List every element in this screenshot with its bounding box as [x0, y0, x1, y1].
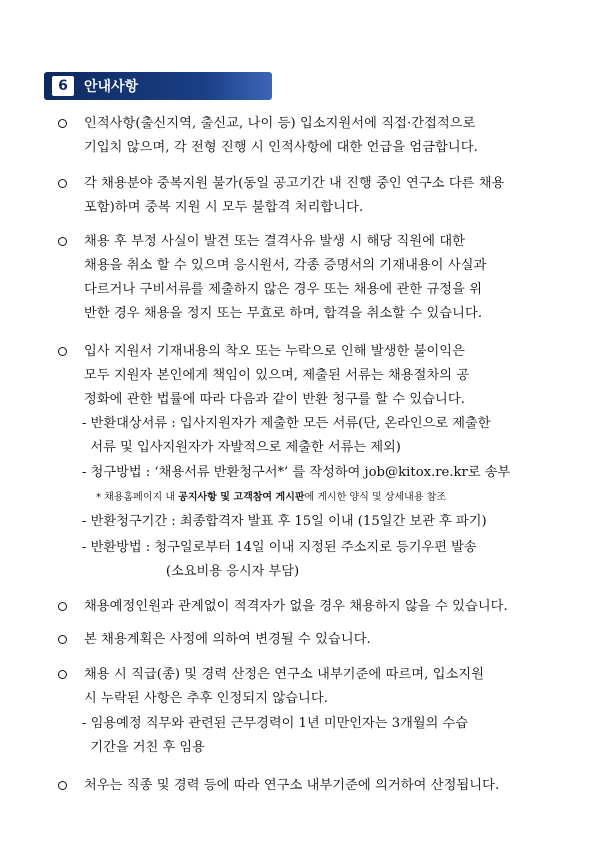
notice-item: [58, 340, 562, 412]
detail-line: - 반환대상서류 : 입사지원자가 제출한 모든 서류(단, 온라인으로 제출한: [82, 416, 491, 431]
notice-item: [58, 112, 562, 160]
notice-line: 각 채용분야 중복지원 불가(동일 공고기간 내 진행 중인 연구소 다른 채용: [84, 176, 505, 191]
detail-line: 기간을 거친 후 임용: [82, 740, 205, 755]
notice-item: [58, 774, 562, 798]
notice-item: [58, 663, 562, 711]
notice-line: 채용예정인원과 관계없이 적격자가 없을 경우 채용하지 않을 수 있습니다.: [84, 599, 508, 614]
notice-line: 정화에 관한 법률에 따라 다음과 같이 반환 청구를 할 수 있습니다.: [84, 392, 466, 407]
detail-line: (소요비용 응시자 부담): [82, 564, 300, 579]
notice-line: 반한 경우 채용을 정지 또는 무효로 하며, 합격을 취소할 수 있습니다.: [84, 306, 483, 321]
footnote-prefix: * 채용홈페이지 내: [96, 492, 179, 503]
return-detail: [82, 536, 562, 584]
notice-line: 채용 시 직급(종) 및 경력 산정은 연구소 내부기준에 따르며, 입소지원: [84, 667, 485, 682]
notice-line: 채용을 취소 할 수 있으며 응시원서, 각종 증명서의 기재내용이 사실과: [84, 258, 487, 273]
detail-line: - 반환청구기간 : 최종합격자 발표 후 15일 이내 (15일간 보관 후 파기): [82, 514, 487, 529]
section-title: 안내사항: [84, 79, 139, 95]
circle-bullet-icon: [58, 119, 67, 128]
notice-item: [58, 172, 562, 220]
footnote: [96, 490, 446, 506]
section-number: 6: [52, 76, 74, 96]
notice-line: 다르거나 구비서류를 제출하지 않은 경우 또는 채용에 관한 규정을 위: [84, 282, 483, 297]
detail-line: 서류 및 입사지원자가 자발적으로 제출한 서류는 제외): [82, 440, 401, 455]
notice-line: 본 채용계획은 사정에 의하여 변경될 수 있습니다.: [84, 632, 371, 647]
notice-line: 모두 지원자 본인에게 책임이 있으며, 제출된 서류는 채용절차의 공: [84, 368, 470, 383]
notice-item: [58, 230, 562, 326]
notice-line: 인적사항(출신지역, 출신교, 나이 등) 입소지원서에 직접·간접적으로: [84, 116, 476, 131]
notice-line: 입사 지원서 기재내용의 착오 또는 누락으로 인해 발생한 불이익은: [84, 344, 465, 359]
return-detail: [82, 510, 562, 534]
return-detail: [82, 412, 562, 460]
notice-line: 기입치 않으며, 각 전형 진행 시 인적사항에 대한 언급을 엄금합니다.: [84, 140, 478, 155]
circle-bullet-icon: [58, 635, 67, 644]
circle-bullet-icon: [58, 347, 67, 356]
circle-bullet-icon: [58, 602, 67, 611]
notice-line: 처우는 직종 및 경력 등에 따라 연구소 내부기준에 의거하여 산정됩니다.: [84, 778, 500, 793]
notice-item: [58, 595, 562, 619]
notice-line: 포함)하며 중복 지원 시 모두 불합격 처리합니다.: [84, 200, 364, 215]
notice-line: 채용 후 부정 사실이 발견 또는 결격사유 발생 시 해당 직원에 대한: [84, 234, 466, 249]
circle-bullet-icon: [58, 237, 67, 246]
notice-item: [58, 628, 562, 652]
detail-line: - 반환방법 : 청구일로부터 14일 이내 지정된 주소지로 등기우편 발송: [82, 540, 477, 555]
notice-line: 시 누락된 사항은 추후 인정되지 않습니다.: [84, 691, 329, 706]
section-header: [44, 72, 272, 100]
detail-line: - 청구방법 : ‘채용서류 반환청구서*’ 를 작성하여 job@kitox.re.kr로 송부: [82, 465, 511, 480]
footnote-bold: 공지사항 및 고객참여 게시판: [178, 492, 305, 503]
footnote-suffix: 에 게시한 양식 및 상세내용 참조: [304, 492, 447, 503]
circle-bullet-icon: [58, 670, 67, 679]
appointment-detail: [82, 712, 562, 760]
detail-line: - 임용예정 직무와 관련된 근무경력이 1년 미만인자는 3개월의 수습: [82, 716, 468, 731]
circle-bullet-icon: [58, 781, 67, 790]
return-detail: [82, 461, 562, 485]
circle-bullet-icon: [58, 179, 67, 188]
